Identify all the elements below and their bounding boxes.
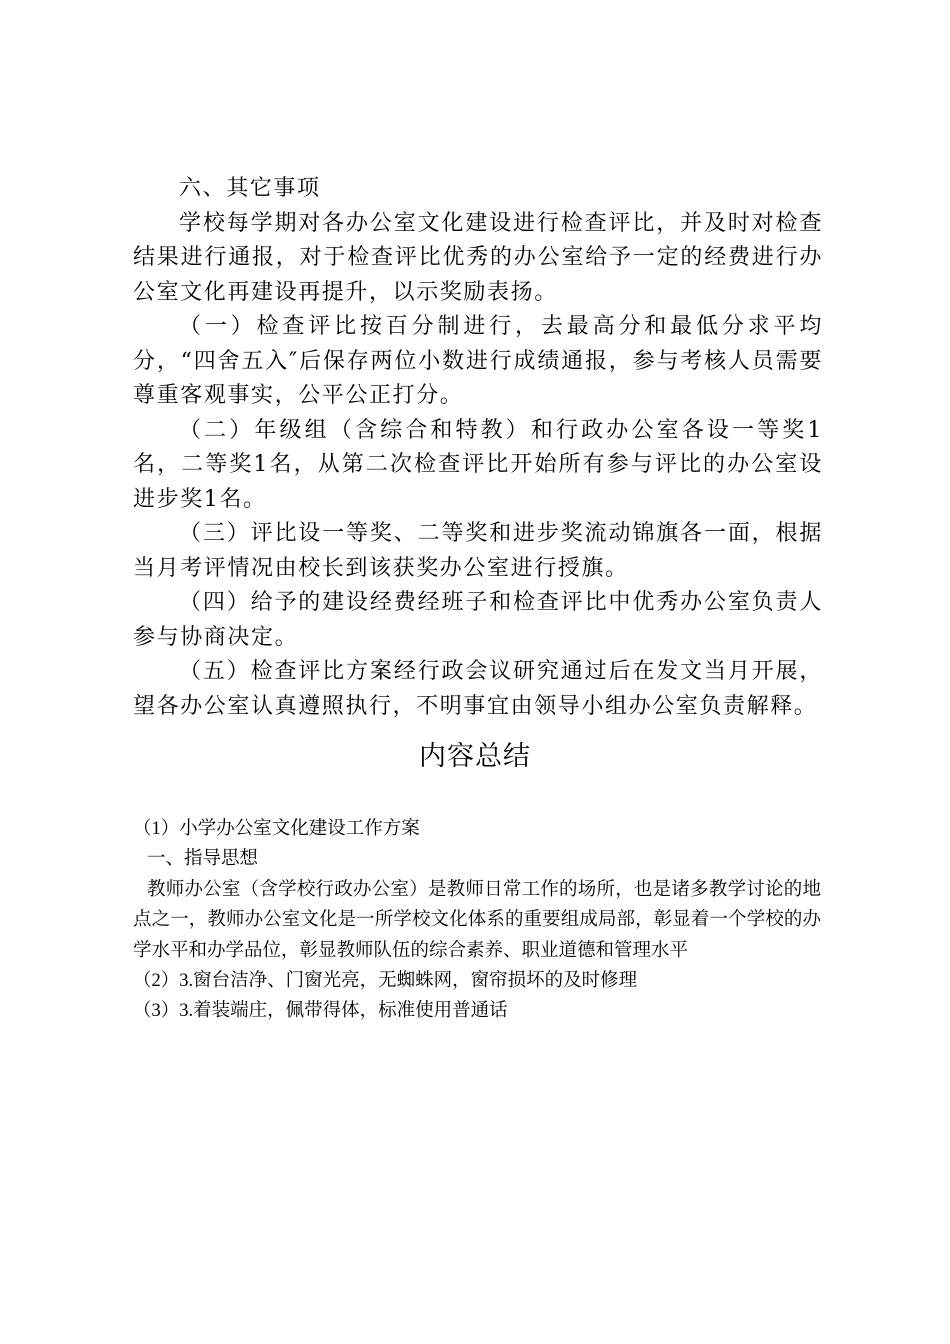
paragraph-item-3: （三）评比设一等奖、二等奖和进步奖流动锦旗各一面，根据当月考评情况由校长到该获奖办公室进行授旗。 — [133, 521, 823, 581]
summary-section — [133, 814, 821, 1027]
section-heading: 六、其它事项 — [179, 176, 321, 201]
paragraph-item-4: （四）给予的建设经费经班子和检查评比中优秀办公室负责人参与协商决定。 — [133, 590, 823, 650]
summary-item-1-body: 教师办公室（含学校行政办公室）是教师日常工作的场所，也是诸多教学讨论的地点之一，教师办公室文化是一所学校文化体系的重要组成局部，彰显着一个学校的办学水平和办学品位，彰显教师队伍的综合素养、职业道德和管理水平 — [133, 879, 821, 961]
paragraph-item-5: （五）检查评比方案经行政会议研究通过后在发文当月开展，望各办公室认真遵照执行，不明事宜由领导小组办公室负责解释。 — [133, 659, 823, 719]
paragraph-item-1: （一）检查评比按百分制进行，去最高分和最低分求平均分，“四舍五入″后保存两位小数进行成绩通报，参与考核人员需要尊重客观事实，公平公正打分。 — [133, 314, 823, 408]
summary-item-1-subheading: 一、指导思想 — [147, 849, 259, 870]
main-section — [133, 172, 823, 724]
summary-title: 内容总结 — [419, 741, 531, 772]
summary-item-2: （2）3.窗台洁净、门窗光亮，无蜘蛛网，窗帘损坏的及时修理 — [133, 971, 638, 992]
summary-item-1: （1）小学办公室文化建设工作方案 — [133, 819, 420, 839]
paragraph-item-2: （二）年级组（含综合和特教）和行政办公室各设一等奖1名，二等奖1名，从第二次检查评比开始所有参与评比的办公室设进步奖1名。 — [133, 417, 823, 512]
summary-item-3: （3）3.着装端庄，佩带得体，标准使用普通话 — [133, 1001, 508, 1022]
paragraph-intro: 学校每学期对各办公室文化建设进行检查评比，并及时对检查结果进行通报，对于检查评比优秀的办公室给予一定的经费进行办公室文化再建设再提升，以示奖励表扬。 — [133, 210, 823, 305]
